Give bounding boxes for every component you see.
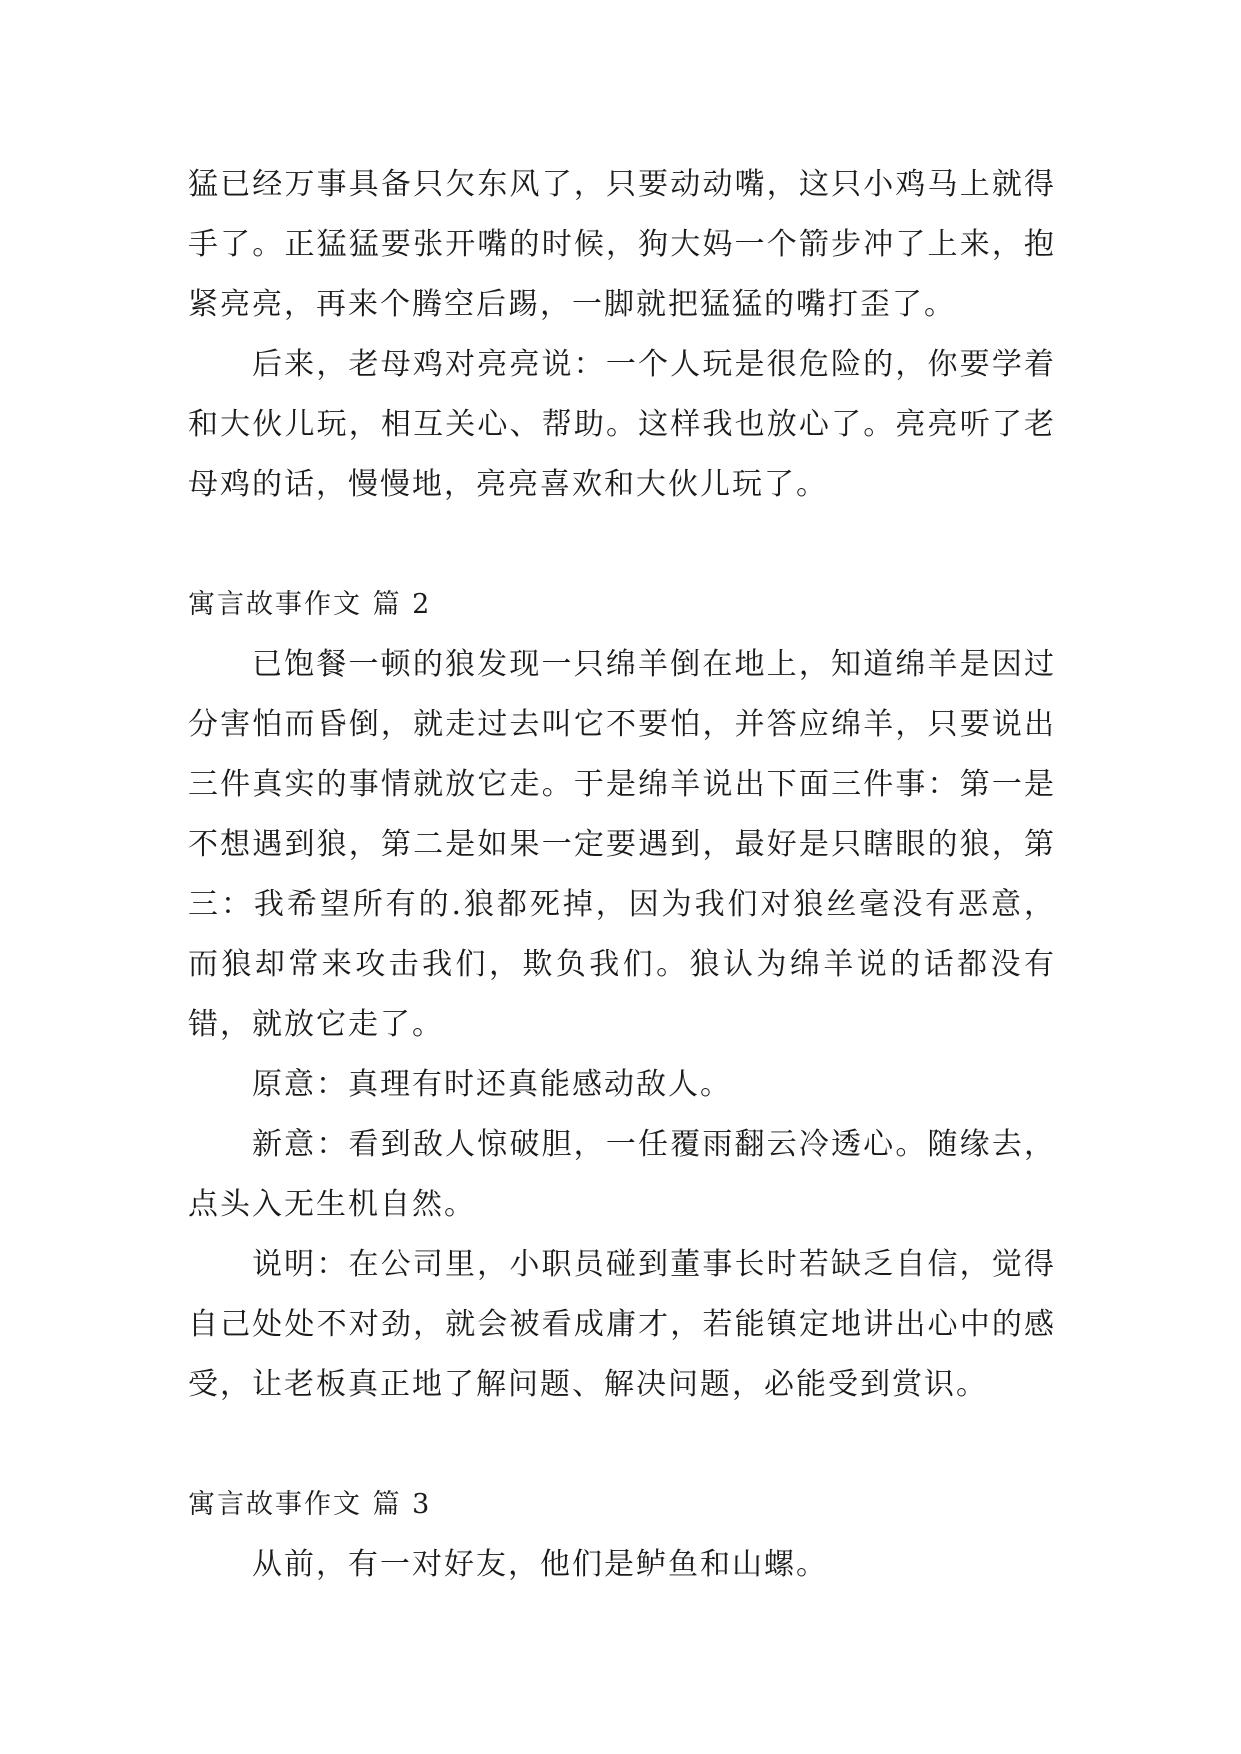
section-heading-2: 寓言故事作文 篇 2 <box>188 589 432 620</box>
document-content <box>188 155 1056 1595</box>
paragraph-story1-ending: 猛已经万事具备只欠东风了，只要动动嘴，这只小鸡马上就得手了。正猛猛要张开嘴的时候，狗大妈一个箭步冲了上来，抱紧亮亮，再来个腾空后踢，一脚就把猛猛的嘴打歪了。 <box>188 167 1056 322</box>
paragraph-explanation: 说明：在公司里，小职员碰到董事长时若缺乏自信，觉得自己处处不对劲，就会被看成庸才，若能镇定地讲出心中的感受，让老板真正地了解问题、解决问题，必能受到赏识。 <box>188 1247 1056 1402</box>
section-spacer <box>188 515 1056 575</box>
paragraph-story1-moral: 后来，老母鸡对亮亮说：一个人玩是很危险的，你要学着和大伙儿玩，相互关心、帮助。这样我也放心了。亮亮听了老母鸡的话，慢慢地，亮亮喜欢和大伙儿玩了。 <box>188 347 1056 502</box>
paragraph-original-meaning: 原意：真理有时还真能感动敌人。 <box>252 1067 732 1102</box>
section-spacer <box>188 1415 1056 1475</box>
paragraph-new-meaning: 新意：看到敌人惊破胆，一任覆雨翻云冷透心。随缘去，点头入无生机自然。 <box>188 1127 1056 1222</box>
paragraph-story3-opening: 从前，有一对好友，他们是鲈鱼和山螺。 <box>252 1547 828 1582</box>
paragraph-story2-body: 已饱餐一顿的狼发现一只绵羊倒在地上，知道绵羊是因过分害怕而昏倒，就走过去叫它不要怕，并答应绵羊，只要说出三件真实的事情就放它走。于是绵羊说出下面三件事：第一是不想遇到狼，第二是如果一定要遇到，最好是只瞎眼的狼，第三：我希望所有的.狼都死掉，因为我们对狼丝毫没有恶意，而狼却常来攻击我们，欺负我们。狼认为绵羊说的话都没有错，就放它走了。 <box>188 647 1056 1042</box>
section-heading-3: 寓言故事作文 篇 3 <box>188 1489 432 1520</box>
